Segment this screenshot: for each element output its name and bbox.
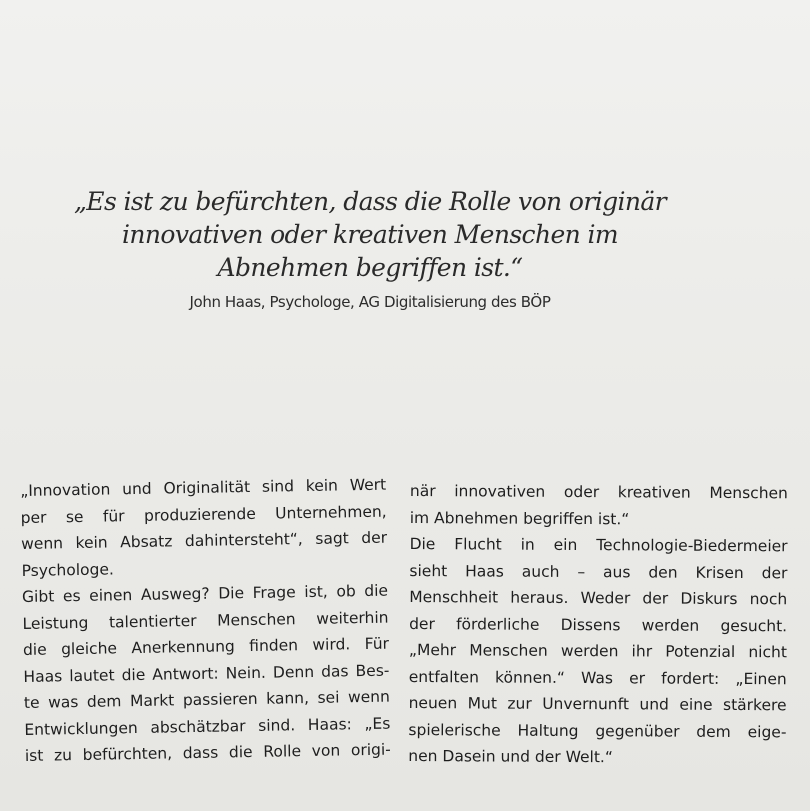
text-line: spielerische Haltung gegenüber dem eige- xyxy=(408,720,787,741)
text-line: die gleiche Anerkennung finden wird. Für xyxy=(22,634,390,659)
text-line: der förderliche Dissens werden gesucht. xyxy=(409,614,788,635)
text-line: Die Flucht in ein Technologie-Biedermeier xyxy=(409,534,788,556)
pull-quote-line: innovativen oder kreativen Menschen im xyxy=(121,220,618,249)
text-line: Menschheit heraus. Weder der Diskurs noch xyxy=(409,587,788,609)
pull-quote-line: „Es ist zu befürchten, dass die Rolle von originär xyxy=(73,187,667,216)
text-line: te was dem Markt passieren kann, sei wenn xyxy=(23,687,391,712)
quote-attribution: John Haas, Psychologe, AG Digitalisierung des BÖP xyxy=(189,293,551,311)
text-line: när innovativen oder kreativen Menschen xyxy=(409,481,788,503)
text-line: Haas lautet die Antwort: Nein. Denn das Bes- xyxy=(23,661,390,686)
text-line: Entwicklungen abschätzbar sind. Haas: „Es xyxy=(24,714,391,739)
text-line: „Mehr Menschen werden ihr Potenzial nicht xyxy=(408,640,787,662)
text-line: per se für produzierende Unternehmen, xyxy=(20,502,387,527)
text-line: wenn kein Absatz dahintersteht“, sagt der xyxy=(20,528,388,553)
article-column-left xyxy=(20,472,391,770)
text-line: Psychologe. xyxy=(21,559,115,580)
text-line: Gibt es einen Ausweg? Die Frage ist, ob die xyxy=(21,581,389,606)
pull-quote-line: Abnehmen begriffen ist.“ xyxy=(217,253,523,282)
text-line: „Innovation und Originalität sind kein Wert xyxy=(20,475,387,500)
text-line: nen Dasein und der Welt.“ xyxy=(408,746,613,767)
article-column-right xyxy=(408,478,788,772)
pull-quote xyxy=(40,185,700,312)
text-line: im Abnehmen begriffen ist.“ xyxy=(409,508,630,528)
text-line: sieht Haas auch – aus den Krisen der xyxy=(409,561,788,582)
text-line: neuen Mut zur Unvernunft und eine stärkere xyxy=(408,693,787,715)
text-line: entfalten können.“ Was er fordert: „Einen xyxy=(408,667,787,688)
text-line: Leistung talentierter Menschen weiterhin xyxy=(22,608,389,633)
text-line: ist zu befürchten, dass die Rolle von origi- xyxy=(24,740,391,765)
